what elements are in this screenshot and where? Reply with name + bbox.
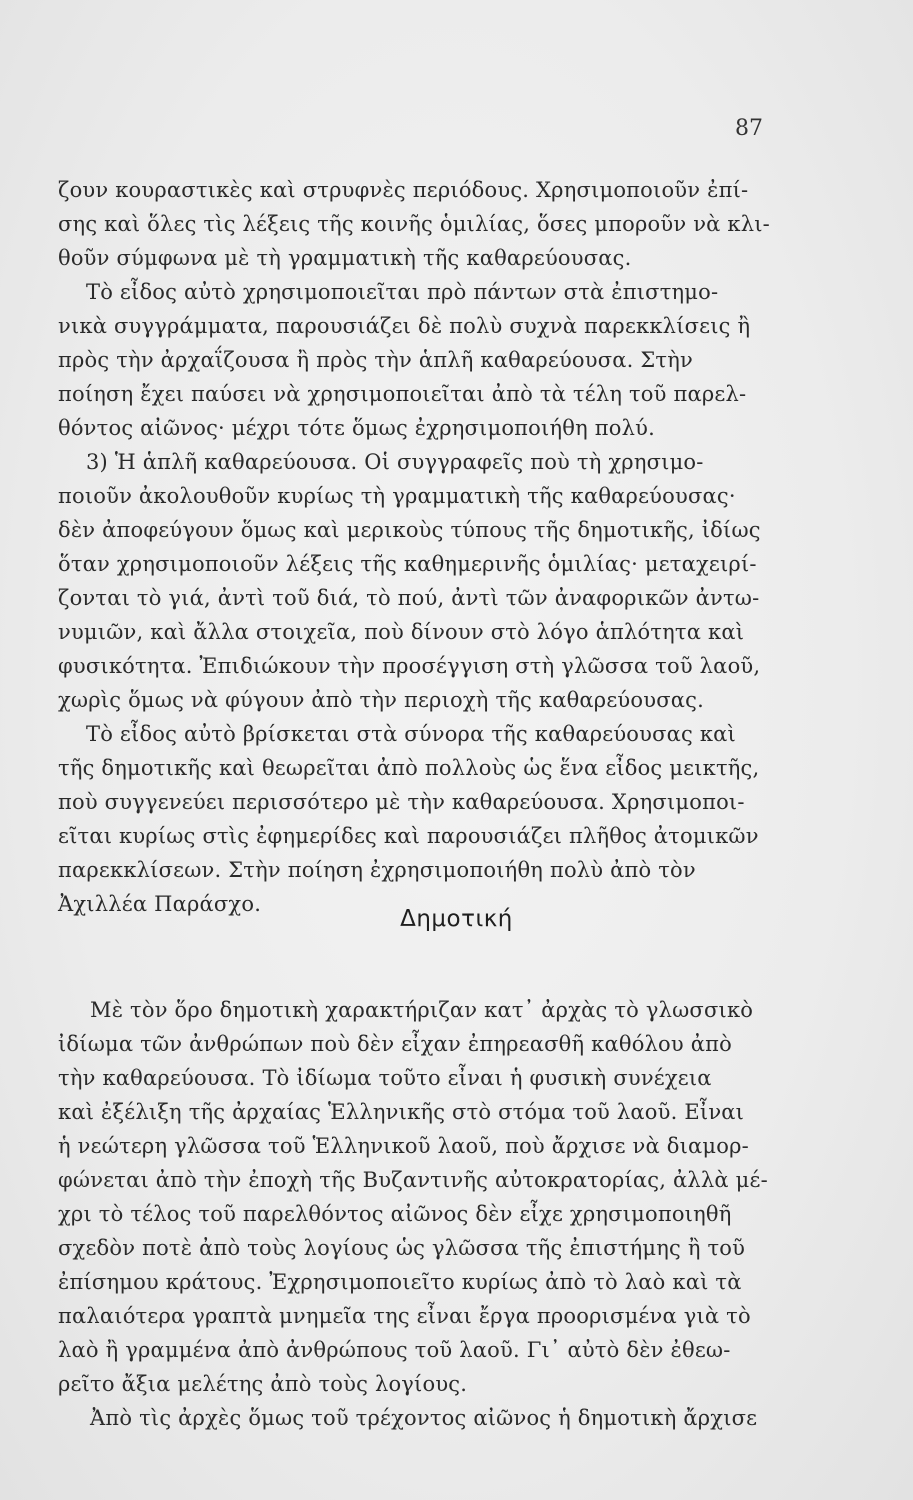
text-line: Τὸ εἶδος αὐτὸ βρίσκεται στὰ σύνορα τῆς καθαρεύουσας καὶ bbox=[86, 722, 736, 746]
text-line: νικὰ συγγράμματα, παρουσιάζει δὲ πολὺ συχνὰ παρεκκλίσεις ἢ bbox=[58, 314, 751, 338]
text-line: δὲν ἀποφεύγουν ὅμως καὶ μερικοὺς τύπους τῆς δημοτικῆς, ἰδίως bbox=[58, 518, 761, 542]
text-line: ὅταν χρησιμοποιοῦν λέξεις τῆς καθημερινῆς ὁμιλίας· μεταχειρί- bbox=[58, 552, 757, 576]
text-line: Μὲ τὸν ὅρο δημοτικὴ χαρακτήριζαν κατ᾽ ἀρχὰς τὸ γλωσσικὸ bbox=[90, 998, 754, 1022]
text-line: ζουν κουραστικὲς καὶ στρυφνὲς περιόδους. Χρησιμοποιοῦν ἐπί- bbox=[58, 178, 749, 202]
text-line: ποὺ συγγενεύει περισσότερο μὲ τὴν καθαρεύουσα. Χρησιμοποι- bbox=[58, 790, 745, 814]
text-line: ρεῖτο ἄξια μελέτης ἀπὸ τοὺς λογίους. bbox=[58, 1372, 468, 1396]
text-line: σχεδὸν ποτὲ ἀπὸ τοὺς λογίους ὡς γλῶσσα τῆς ἐπιστήμης ἢ τοῦ bbox=[58, 1236, 746, 1260]
text-line: θόντος αἰῶνος· μέχρι τότε ὅμως ἐχρησιμοποιήθη πολύ. bbox=[58, 416, 655, 440]
text-line: Τὸ εἶδος αὐτὸ χρησιμοποιεῖται πρὸ πάντων στὰ ἐπιστημο- bbox=[86, 280, 719, 304]
text-line: εῖται κυρίως στὶς ἐφημερίδες καὶ παρουσιάζει πλῆθος ἀτομικῶν bbox=[58, 824, 759, 848]
text-line: παρεκκλίσεων. Στὴν ποίηση ἐχρησιμοποιήθη πολὺ ἀπὸ τὸν bbox=[58, 858, 696, 882]
text-line: παλαιότερα γραπτὰ μνημεῖα της εἶναι ἔργα προορισμένα γιὰ τὸ bbox=[58, 1304, 751, 1328]
text-line: Ἀχιλλέα Παράσχο. bbox=[58, 892, 262, 916]
text-line: Ἀπὸ τὶς ἀρχὲς ὅμως τοῦ τρέχοντος αἰῶνος ἡ δημοτικὴ ἄρχισε bbox=[90, 1406, 758, 1430]
text-line: ἰδίωμα τῶν ἀνθρώπων ποὺ δὲν εἶχαν ἐπηρεασθῆ καθόλου ἀπὸ bbox=[58, 1032, 732, 1056]
text-line: ποίηση ἔχει παύσει νὰ χρησιμοποιεῖται ἀπὸ τὰ τέλη τοῦ παρελ- bbox=[58, 382, 747, 406]
section-heading: Δημοτική bbox=[400, 906, 513, 932]
text-line: τῆς δημοτικῆς καὶ θεωρεῖται ἀπὸ πολλοὺς ὡς ἕνα εἶδος μεικτῆς, bbox=[58, 756, 760, 780]
text-line: ἡ νεώτερη γλῶσσα τοῦ Ἑλληνικοῦ λαοῦ, ποὺ ἄρχισε νὰ διαμορ- bbox=[58, 1134, 749, 1158]
text-line: θοῦν σύμφωνα μὲ τὴ γραμματικὴ τῆς καθαρεύουσας. bbox=[58, 246, 632, 270]
text-line: πρὸς τὴν ἀρχαΐζουσα ἢ πρὸς τὴν ἁπλῆ καθαρεύουσα. Στὴν bbox=[58, 348, 694, 372]
text-line: ἐπίσημου κράτους. Ἐχρησιμοποιεῖτο κυρίως ἀπὸ τὸ λαὸ καὶ τὰ bbox=[58, 1270, 742, 1294]
text-line: 3) Ἡ ἁπλῆ καθαρεύουσα. Οἱ συγγραφεῖς ποὺ τὴ χρησιμο- bbox=[86, 450, 704, 474]
text-line: καὶ ἐξέλιξη τῆς ἀρχαίας Ἑλληνικῆς στὸ στόμα τοῦ λαοῦ. Εἶναι bbox=[58, 1100, 745, 1124]
text-line: ζονται τὸ γιά, ἀντὶ τοῦ διά, τὸ πού, ἀντὶ τῶν ἀναφορικῶν ἀντω- bbox=[58, 586, 760, 610]
text-line: φυσικότητα. Ἐπιδιώκουν τὴν προσέγγιση στὴ γλῶσσα τοῦ λαοῦ, bbox=[58, 654, 761, 678]
text-line: χρι τὸ τέλος τοῦ παρελθόντος αἰῶνος δὲν εἶχε χρησιμοποιηθῆ bbox=[58, 1202, 732, 1226]
text-line: λαὸ ἢ γραμμένα ἀπὸ ἀνθρώπους τοῦ λαοῦ. Γι᾽ αὐτὸ δὲν ἐθεω- bbox=[58, 1338, 731, 1362]
text-line: τὴν καθαρεύουσα. Τὸ ἰδίωμα τοῦτο εἶναι ἡ φυσικὴ συνέχεια bbox=[58, 1066, 712, 1090]
text-line: χωρὶς ὅμως νὰ φύγουν ἀπὸ τὴν περιοχὴ τῆς καθαρεύουσας. bbox=[58, 688, 704, 712]
text-line: φώνεται ἀπὸ τὴν ἐποχὴ τῆς Βυζαντινῆς αὐτοκρατορίας, ἀλλὰ μέ- bbox=[58, 1168, 768, 1192]
text-line: νυμιῶν, καὶ ἄλλα στοιχεῖα, ποὺ δίνουν στὸ λόγο ἁπλότητα καὶ bbox=[58, 620, 745, 644]
text-line: ποιοῦν ἀκολουθοῦν κυρίως τὴ γραμματικὴ τῆς καθαρεύουσας· bbox=[58, 484, 736, 508]
text-line: σης καὶ ὅλες τὶς λέξεις τῆς κοινῆς ὁμιλίας, ὅσες μποροῦν νὰ κλι- bbox=[58, 212, 770, 236]
page-number: 87 bbox=[735, 116, 763, 141]
